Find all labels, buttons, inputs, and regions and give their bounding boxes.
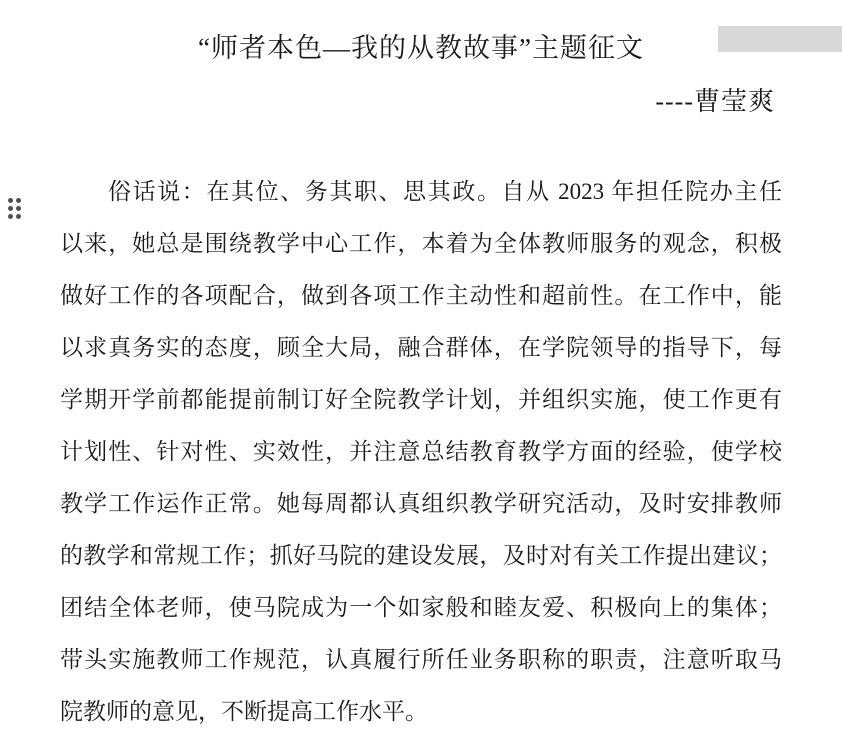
paragraph-line: 团结全体老师，使马院成为一个如家般和睦友爱、积极向上的集体； [60, 595, 782, 620]
paragraph-line: 以求真务实的态度，顾全大局，融合群体，在学院领导的指导下，每 [60, 335, 782, 360]
paragraph-line: 教学工作运作正常。她每周都认真组织教学研究活动，及时安排教师 [60, 491, 782, 516]
author-signature: ----曹莹爽 [655, 87, 775, 116]
paragraph-line: 计划性、针对性、实效性，并注意总结教育教学方面的经验，使学校 [60, 439, 782, 464]
paragraph-line: 院教师的意见，不断提高工作水平。 [60, 699, 428, 724]
paragraph-line: 做好工作的各项配合，做到各项工作主动性和超前性。在工作中，能 [60, 283, 782, 308]
document-page [0, 26, 842, 742]
paragraph-line: 学期开学前都能提前制订好全院教学计划，并组织实施，使工作更有 [60, 387, 782, 412]
paragraph-line: 俗话说：在其位、务其职、思其政。自从 2023 年担任院办主任 [108, 179, 782, 204]
paragraph-line: 的教学和常规工作；抓好马院的建设发展，及时对有关工作提出建议； [60, 543, 782, 568]
window-corner-strip [718, 26, 842, 52]
paragraph-line: 带头实施教师工作规范，认真履行所任业务职称的职责，注意听取马 [60, 647, 782, 672]
paragraph-drag-handle-icon[interactable] [8, 198, 21, 219]
document-title: “师者本色—我的从教故事”主题征文 [198, 33, 644, 63]
paragraph-line: 以来，她总是围绕教学中心工作，本着为全体教师服务的观念，积极 [60, 231, 782, 256]
body-paragraph [60, 166, 782, 738]
